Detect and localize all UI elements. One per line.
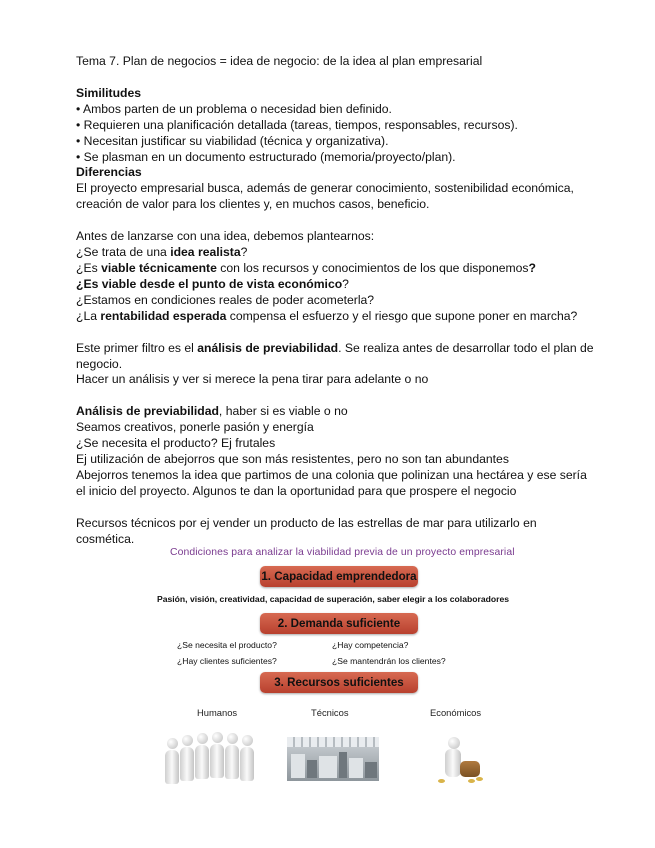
diferencias-heading: Diferencias bbox=[76, 165, 142, 180]
factory-image bbox=[287, 737, 379, 781]
note-line: Ej utilización de abejorros que son más resistentes, pero no son tan abundantes bbox=[76, 452, 509, 467]
question-competencia: ¿Hay competencia? bbox=[332, 640, 409, 650]
similitud-item: • Necesitan justificar su viabilidad (técnica y organizativa). bbox=[76, 133, 389, 148]
question-necesita: ¿Se necesita el producto? bbox=[177, 640, 277, 650]
note-line: ¿Se necesita el producto? Ej frutales bbox=[76, 436, 276, 451]
note-line: Seamos creativos, ponerle pasión y energía bbox=[76, 420, 314, 435]
note-line: el inicio del proyecto. Algunos te dan la oportunidad para que prospere el negocio bbox=[76, 483, 517, 498]
similitud-item: • Requieren una planificación detallada (tareas, tiempos, responsables, recursos). bbox=[76, 117, 518, 132]
note-line: Abejorros tenemos la idea que partimos de una colonia que polinizan una hectárea y ese sería bbox=[76, 467, 587, 482]
question-2: ¿Es viable técnicamente con los recursos y conocimientos de los que disponemos? bbox=[76, 260, 536, 275]
question-4: ¿Estamos en condiciones reales de poder acometerla? bbox=[76, 292, 375, 307]
similitudes-heading: Similitudes bbox=[76, 85, 142, 100]
diferencias-text: El proyecto empresarial busca, además de generar conocimiento, sostenibilidad económica, bbox=[76, 181, 574, 196]
filtro-text: Este primer filtro es el análisis de previabilidad. Se realiza antes de desarrollar todo el plan de bbox=[76, 340, 594, 355]
hacer-text: Hacer un análisis y ver si merece la pena tirar para adelante o no bbox=[76, 372, 429, 387]
question-mantendran: ¿Se mantendrán los clientes? bbox=[332, 656, 446, 666]
label-tecnicos: Técnicos bbox=[311, 707, 349, 718]
band-capacidad-emprendedora: 1. Capacidad emprendedora bbox=[260, 566, 418, 587]
analisis-heading: Análisis de previabilidad, haber si es viable o no bbox=[76, 404, 348, 419]
question-clientes: ¿Hay clientes suficientes? bbox=[177, 656, 277, 666]
similitud-item: • Ambos parten de un problema o necesidad bien definido. bbox=[76, 101, 392, 116]
note-line: cosmética. bbox=[76, 531, 135, 546]
question-1: ¿Se trata de una idea realista? bbox=[76, 245, 248, 260]
note-line: Recursos técnicos por ej vender un producto de las estrellas de mar para utilizarlo en bbox=[76, 515, 537, 530]
viability-infographic bbox=[150, 547, 540, 787]
money-bag-figure-image bbox=[430, 737, 490, 783]
band-demanda-suficiente: 2. Demanda suficiente bbox=[260, 613, 418, 634]
band-recursos-suficientes: 3. Recursos suficientes bbox=[260, 672, 418, 693]
filtro-text-cont: negocio. bbox=[76, 356, 123, 371]
band1-subtitle: Pasión, visión, creatividad, capacidad de superación, saber elegir a los colaboradores bbox=[157, 594, 509, 604]
question-5: ¿La rentabilidad esperada compensa el esfuerzo y el riesgo que supone poner en marcha? bbox=[76, 308, 578, 323]
infographic-title: Condiciones para analizar la viabilidad previa de un proyecto empresarial bbox=[170, 547, 515, 558]
label-economicos: Económicos bbox=[430, 707, 482, 718]
diferencias-text: creación de valor para los clientes y, en muchos casos, beneficio. bbox=[76, 197, 430, 212]
similitud-item: • Se plasman en un documento estructurado (memoria/proyecto/plan). bbox=[76, 149, 456, 164]
label-humanos: Humanos bbox=[197, 707, 238, 718]
team-people-image bbox=[164, 732, 264, 784]
document-body bbox=[76, 54, 596, 548]
antes-text: Antes de lanzarse con una idea, debemos plantearnos: bbox=[76, 229, 375, 244]
question-3: ¿Es viable desde el punto de vista económico? bbox=[76, 276, 349, 291]
document-title: Tema 7. Plan de negocios = idea de negocio: de la idea al plan empresarial bbox=[76, 54, 483, 68]
